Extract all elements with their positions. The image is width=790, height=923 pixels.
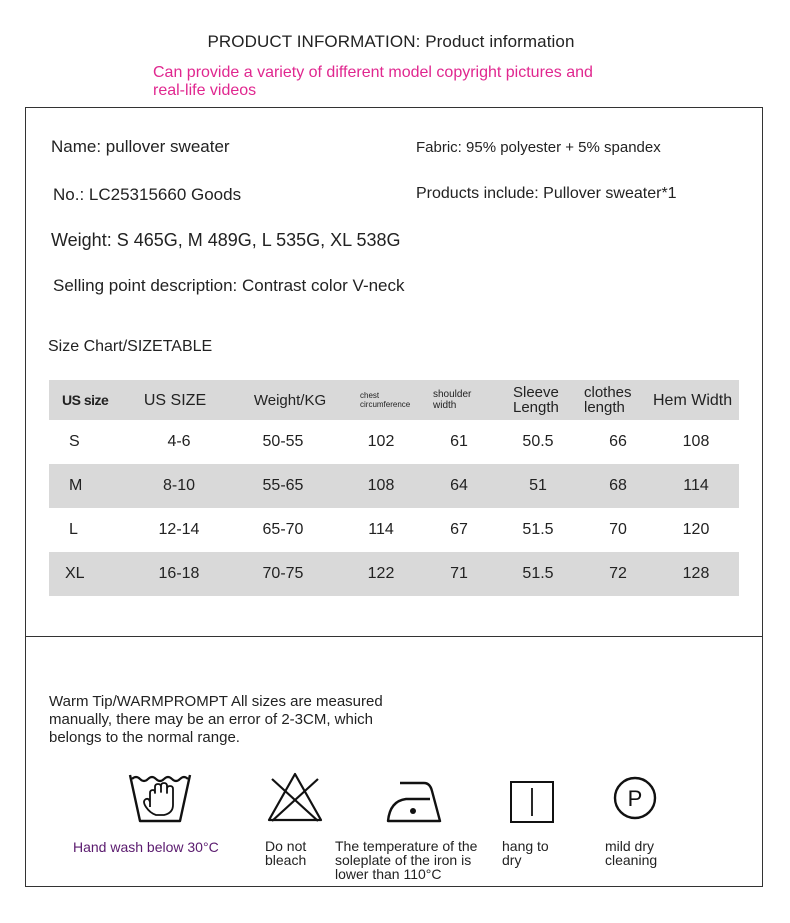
header-weight: Weight/KG — [253, 391, 327, 409]
size-chart-title: Size Chart/SIZETABLE — [48, 338, 213, 355]
cell-weight: 65-70 — [262, 521, 304, 538]
svg-text:P: P — [627, 786, 643, 811]
care-label-hang-dry: hang to dry — [502, 838, 549, 868]
cell-chest: 102 — [367, 433, 395, 450]
header-clothes-length: clothes length — [584, 384, 632, 416]
care-label-no-bleach: Do not bleach — [265, 838, 307, 868]
header-us-size-short: US size — [62, 392, 109, 408]
iron-low-icon — [386, 779, 442, 825]
header-us-size: US SIZE — [143, 391, 207, 409]
cell-us-size: XL — [65, 565, 85, 582]
warm-tip: Warm Tip/WARMPROMPT All sizes are measured manually, there may be an error of 2-3CM, which belongs to the normal range. — [49, 693, 383, 746]
cell-sleeve: 51.5 — [522, 521, 554, 538]
cell-clothes-length: 68 — [609, 477, 627, 494]
product-weight: Weight: S 465G, M 489G, L 535G, XL 538G — [51, 230, 401, 250]
header-hem-width: Hem Width — [653, 391, 733, 409]
product-fabric: Fabric: 95% polyester + 5% spandex — [416, 139, 661, 156]
cell-hem-width: 108 — [682, 433, 710, 450]
no-bleach-icon — [266, 771, 324, 823]
header-shoulder: shoulder width — [433, 389, 472, 411]
product-includes: Products include: Pullover sweater*1 — [416, 185, 677, 202]
hand-wash-icon — [128, 773, 192, 825]
hang-dry-icon — [509, 780, 555, 824]
table-row — [49, 552, 739, 596]
cell-us-size-range: 16-18 — [158, 565, 200, 582]
cell-us-size-range: 4-6 — [167, 433, 191, 450]
care-label-hand-wash: Hand wash below 30°C — [73, 839, 219, 855]
cell-chest: 122 — [367, 565, 395, 582]
cell-clothes-length: 72 — [609, 565, 627, 582]
header-chest: chest circumference — [360, 391, 411, 409]
care-label-dry-clean: mild dry cleaning — [605, 838, 658, 868]
header-sleeve: Sleeve Length — [513, 384, 559, 416]
cell-shoulder: 67 — [450, 521, 468, 538]
cell-weight: 70-75 — [262, 565, 304, 582]
cell-sleeve: 51 — [529, 477, 547, 494]
size-table — [49, 380, 739, 596]
cell-weight: 50-55 — [262, 433, 304, 450]
cell-chest: 114 — [368, 521, 394, 538]
copyright-note: Can provide a variety of different model copyright pictures and real-life videos — [153, 64, 593, 99]
table-row — [49, 508, 739, 552]
cell-hem-width: 120 — [682, 521, 710, 538]
product-number: No.: LC25315660 Goods — [53, 185, 242, 204]
cell-clothes-length: 66 — [609, 433, 627, 450]
cell-shoulder: 61 — [450, 433, 468, 450]
selling-point: Selling point description: Contrast color V-neck — [53, 276, 405, 295]
product-name: Name: pullover sweater — [51, 137, 230, 156]
cell-chest: 108 — [367, 477, 395, 494]
cell-us-size-range: 8-10 — [162, 477, 196, 494]
cell-us-size: L — [69, 521, 78, 538]
table-row — [49, 464, 739, 508]
cell-us-size: S — [69, 433, 80, 450]
cell-shoulder: 71 — [450, 565, 468, 582]
cell-us-size: M — [69, 477, 83, 494]
cell-clothes-length: 70 — [609, 521, 627, 538]
cell-hem-width: 114 — [683, 477, 709, 494]
cell-sleeve: 51.5 — [522, 565, 554, 582]
size-table-header — [49, 380, 739, 420]
cell-us-size-range: 12-14 — [158, 521, 200, 538]
cell-shoulder: 64 — [450, 477, 468, 494]
table-row — [49, 420, 739, 464]
care-label-iron: The temperature of the soleplate of the iron is lower than 110°C — [335, 838, 478, 882]
dry-clean-icon — [612, 775, 658, 821]
cell-sleeve: 50.5 — [522, 433, 554, 450]
page-title: PRODUCT INFORMATION: Product information — [207, 32, 575, 51]
cell-hem-width: 128 — [682, 565, 710, 582]
cell-weight: 55-65 — [262, 477, 304, 494]
